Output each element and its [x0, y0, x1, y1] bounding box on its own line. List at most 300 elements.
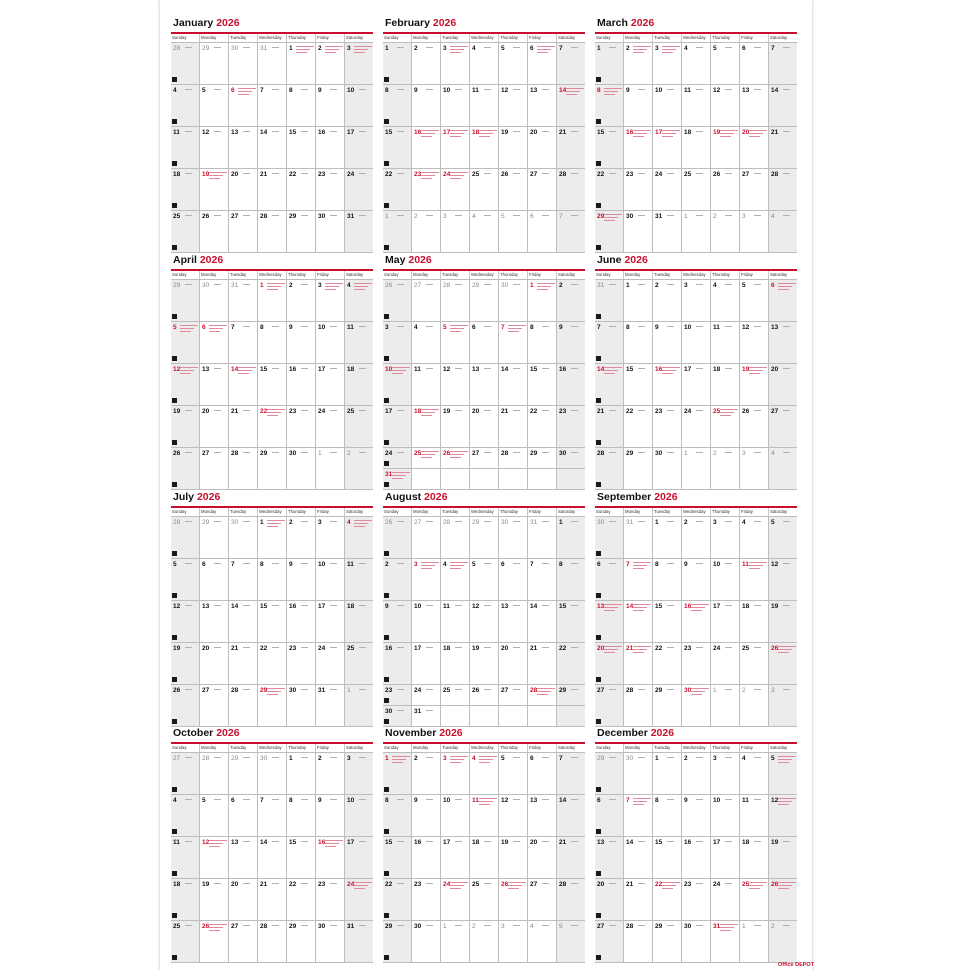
day-cell[interactable] [228, 211, 257, 252]
day-cell[interactable] [344, 322, 373, 363]
day-cell[interactable] [768, 85, 797, 126]
day-cell[interactable] [623, 211, 652, 252]
day-cell[interactable] [344, 448, 373, 489]
day-cell[interactable] [257, 85, 286, 126]
day-cell[interactable] [652, 921, 681, 962]
day-cell[interactable] [228, 406, 257, 447]
day-cell[interactable] [498, 753, 527, 794]
day-cell[interactable] [257, 837, 286, 878]
day-cell[interactable] [228, 85, 257, 126]
day-cell[interactable] [623, 322, 652, 363]
day-cell[interactable] [411, 280, 440, 321]
day-cell[interactable] [739, 837, 768, 878]
day-cell[interactable] [344, 127, 373, 168]
day-cell[interactable] [623, 406, 652, 447]
day-cell[interactable] [286, 322, 315, 363]
day-cell[interactable] [199, 448, 228, 489]
day-cell[interactable] [623, 85, 652, 126]
day-cell[interactable] [710, 559, 739, 600]
day-cell[interactable] [710, 322, 739, 363]
day-cell[interactable] [199, 43, 228, 84]
day-cell[interactable] [739, 643, 768, 684]
day-cell[interactable] [440, 795, 469, 836]
day-cell[interactable] [383, 211, 411, 252]
day-cell[interactable] [469, 559, 498, 600]
day-cell[interactable] [595, 43, 623, 84]
day-cell[interactable] [710, 169, 739, 210]
day-cell[interactable] [286, 85, 315, 126]
day-cell[interactable] [228, 43, 257, 84]
day-cell[interactable] [440, 364, 469, 405]
day-cell[interactable] [595, 169, 623, 210]
day-cell[interactable] [344, 685, 373, 726]
day-cell[interactable] [768, 43, 797, 84]
day-cell[interactable] [681, 559, 710, 600]
day-cell[interactable] [257, 43, 286, 84]
day-cell[interactable] [710, 517, 739, 558]
day-cell[interactable] [498, 559, 527, 600]
day-cell[interactable] [556, 85, 585, 126]
day-cell[interactable] [315, 169, 344, 210]
day-cell[interactable] [315, 837, 344, 878]
day-cell[interactable] [440, 921, 469, 962]
day-cell[interactable] [228, 753, 257, 794]
day-cell[interactable] [411, 169, 440, 210]
day-cell[interactable] [681, 406, 710, 447]
day-cell[interactable] [315, 364, 344, 405]
day-cell[interactable] [652, 795, 681, 836]
day-cell[interactable] [556, 448, 585, 468]
day-cell[interactable] [469, 322, 498, 363]
day-cell[interactable] [440, 643, 469, 684]
day-cell[interactable] [411, 85, 440, 126]
day-cell[interactable] [768, 127, 797, 168]
day-cell[interactable] [469, 211, 498, 252]
day-cell[interactable] [344, 280, 373, 321]
day-cell[interactable] [344, 211, 373, 252]
day-cell[interactable] [440, 127, 469, 168]
day-cell[interactable] [411, 448, 440, 468]
day-cell[interactable] [228, 364, 257, 405]
day-cell[interactable] [469, 448, 498, 468]
day-cell[interactable] [768, 753, 797, 794]
day-cell[interactable] [411, 921, 440, 962]
day-cell[interactable] [315, 879, 344, 920]
day-cell[interactable] [556, 753, 585, 794]
day-cell[interactable] [286, 280, 315, 321]
day-cell[interactable] [623, 127, 652, 168]
day-cell[interactable] [710, 753, 739, 794]
day-cell[interactable] [286, 837, 315, 878]
day-cell[interactable] [411, 685, 440, 705]
day-cell[interactable] [768, 879, 797, 920]
day-cell[interactable] [469, 643, 498, 684]
day-cell[interactable] [315, 280, 344, 321]
day-cell[interactable] [344, 169, 373, 210]
day-cell[interactable] [469, 169, 498, 210]
day-cell[interactable] [315, 795, 344, 836]
day-cell[interactable] [171, 169, 199, 210]
day-cell[interactable] [171, 643, 199, 684]
day-cell[interactable] [286, 921, 315, 962]
day-cell[interactable] [556, 643, 585, 684]
day-cell[interactable] [681, 127, 710, 168]
day-cell[interactable] [171, 211, 199, 252]
day-cell[interactable] [623, 685, 652, 726]
day-cell[interactable] [228, 169, 257, 210]
day-cell[interactable] [652, 127, 681, 168]
day-cell[interactable] [411, 706, 440, 726]
day-cell[interactable] [171, 517, 199, 558]
day-cell[interactable] [344, 517, 373, 558]
day-cell[interactable] [315, 43, 344, 84]
day-cell[interactable] [286, 879, 315, 920]
day-cell[interactable] [498, 211, 527, 252]
day-cell[interactable] [768, 448, 797, 489]
day-cell[interactable] [710, 85, 739, 126]
day-cell[interactable] [286, 211, 315, 252]
day-cell[interactable] [257, 406, 286, 447]
day-cell[interactable] [623, 879, 652, 920]
day-cell[interactable] [739, 921, 768, 962]
day-cell[interactable] [440, 280, 469, 321]
day-cell[interactable] [315, 559, 344, 600]
day-cell[interactable] [440, 559, 469, 600]
day-cell[interactable] [739, 406, 768, 447]
day-cell[interactable] [527, 211, 556, 252]
day-cell[interactable] [498, 43, 527, 84]
day-cell[interactable] [257, 921, 286, 962]
day-cell[interactable] [739, 601, 768, 642]
day-cell[interactable] [469, 85, 498, 126]
day-cell[interactable] [199, 169, 228, 210]
day-cell[interactable] [595, 322, 623, 363]
day-cell[interactable] [768, 559, 797, 600]
day-cell[interactable] [257, 685, 286, 726]
day-cell[interactable] [411, 364, 440, 405]
day-cell[interactable] [411, 643, 440, 684]
day-cell[interactable] [286, 753, 315, 794]
day-cell[interactable] [228, 601, 257, 642]
day-cell[interactable] [681, 211, 710, 252]
day-cell[interactable] [344, 921, 373, 962]
day-cell[interactable] [498, 169, 527, 210]
day-cell[interactable] [652, 753, 681, 794]
day-cell[interactable] [171, 837, 199, 878]
day-cell[interactable] [595, 837, 623, 878]
day-cell[interactable] [383, 559, 411, 600]
day-cell[interactable] [344, 406, 373, 447]
day-cell[interactable] [768, 211, 797, 252]
day-cell[interactable] [199, 280, 228, 321]
day-cell[interactable] [768, 280, 797, 321]
day-cell[interactable] [556, 706, 585, 726]
day-cell[interactable] [383, 43, 411, 84]
day-cell[interactable] [344, 837, 373, 878]
day-cell[interactable] [199, 795, 228, 836]
day-cell[interactable] [595, 448, 623, 489]
day-cell[interactable] [171, 879, 199, 920]
day-cell[interactable] [527, 469, 556, 489]
day-cell[interactable] [383, 837, 411, 878]
day-cell[interactable] [768, 921, 797, 962]
day-cell[interactable] [623, 364, 652, 405]
day-cell[interactable] [171, 406, 199, 447]
day-cell[interactable] [595, 685, 623, 726]
day-cell[interactable] [257, 879, 286, 920]
day-cell[interactable] [440, 169, 469, 210]
day-cell[interactable] [440, 837, 469, 878]
day-cell[interactable] [623, 643, 652, 684]
day-cell[interactable] [440, 322, 469, 363]
day-cell[interactable] [411, 469, 440, 489]
day-cell[interactable] [257, 517, 286, 558]
day-cell[interactable] [710, 795, 739, 836]
day-cell[interactable] [440, 753, 469, 794]
day-cell[interactable] [652, 211, 681, 252]
day-cell[interactable] [498, 85, 527, 126]
day-cell[interactable] [469, 364, 498, 405]
day-cell[interactable] [199, 517, 228, 558]
day-cell[interactable] [383, 753, 411, 794]
day-cell[interactable] [498, 364, 527, 405]
day-cell[interactable] [652, 601, 681, 642]
day-cell[interactable] [383, 601, 411, 642]
day-cell[interactable] [199, 127, 228, 168]
day-cell[interactable] [383, 643, 411, 684]
day-cell[interactable] [171, 364, 199, 405]
day-cell[interactable] [315, 85, 344, 126]
day-cell[interactable] [171, 921, 199, 962]
day-cell[interactable] [652, 43, 681, 84]
day-cell[interactable] [171, 685, 199, 726]
day-cell[interactable] [556, 921, 585, 962]
day-cell[interactable] [383, 448, 411, 468]
day-cell[interactable] [595, 406, 623, 447]
day-cell[interactable] [440, 85, 469, 126]
day-cell[interactable] [527, 322, 556, 363]
day-cell[interactable] [739, 517, 768, 558]
day-cell[interactable] [710, 601, 739, 642]
day-cell[interactable] [527, 364, 556, 405]
day-cell[interactable] [498, 448, 527, 468]
day-cell[interactable] [344, 559, 373, 600]
day-cell[interactable] [498, 643, 527, 684]
day-cell[interactable] [199, 364, 228, 405]
day-cell[interactable] [595, 879, 623, 920]
day-cell[interactable] [469, 517, 498, 558]
day-cell[interactable] [739, 559, 768, 600]
day-cell[interactable] [556, 879, 585, 920]
day-cell[interactable] [739, 211, 768, 252]
day-cell[interactable] [286, 364, 315, 405]
day-cell[interactable] [440, 211, 469, 252]
day-cell[interactable] [411, 517, 440, 558]
day-cell[interactable] [595, 127, 623, 168]
day-cell[interactable] [286, 406, 315, 447]
day-cell[interactable] [710, 211, 739, 252]
day-cell[interactable] [257, 601, 286, 642]
day-cell[interactable] [527, 517, 556, 558]
day-cell[interactable] [411, 559, 440, 600]
day-cell[interactable] [315, 601, 344, 642]
day-cell[interactable] [498, 795, 527, 836]
day-cell[interactable] [171, 448, 199, 489]
day-cell[interactable] [469, 879, 498, 920]
day-cell[interactable] [556, 837, 585, 878]
day-cell[interactable] [710, 448, 739, 489]
day-cell[interactable] [710, 43, 739, 84]
day-cell[interactable] [768, 322, 797, 363]
day-cell[interactable] [383, 364, 411, 405]
day-cell[interactable] [171, 280, 199, 321]
day-cell[interactable] [383, 469, 411, 489]
day-cell[interactable] [411, 601, 440, 642]
day-cell[interactable] [257, 280, 286, 321]
day-cell[interactable] [739, 85, 768, 126]
day-cell[interactable] [710, 879, 739, 920]
day-cell[interactable] [383, 127, 411, 168]
day-cell[interactable] [768, 601, 797, 642]
day-cell[interactable] [527, 706, 556, 726]
day-cell[interactable] [768, 169, 797, 210]
day-cell[interactable] [440, 879, 469, 920]
day-cell[interactable] [681, 280, 710, 321]
day-cell[interactable] [171, 85, 199, 126]
day-cell[interactable] [623, 921, 652, 962]
day-cell[interactable] [383, 921, 411, 962]
day-cell[interactable] [527, 837, 556, 878]
day-cell[interactable] [623, 169, 652, 210]
day-cell[interactable] [527, 169, 556, 210]
day-cell[interactable] [681, 837, 710, 878]
day-cell[interactable] [286, 517, 315, 558]
day-cell[interactable] [681, 921, 710, 962]
day-cell[interactable] [556, 364, 585, 405]
day-cell[interactable] [527, 753, 556, 794]
day-cell[interactable] [739, 879, 768, 920]
day-cell[interactable] [710, 921, 739, 962]
day-cell[interactable] [652, 322, 681, 363]
day-cell[interactable] [440, 685, 469, 705]
day-cell[interactable] [595, 753, 623, 794]
day-cell[interactable] [383, 85, 411, 126]
day-cell[interactable] [286, 127, 315, 168]
day-cell[interactable] [498, 837, 527, 878]
day-cell[interactable] [739, 364, 768, 405]
day-cell[interactable] [527, 127, 556, 168]
day-cell[interactable] [440, 601, 469, 642]
day-cell[interactable] [768, 795, 797, 836]
day-cell[interactable] [199, 211, 228, 252]
day-cell[interactable] [171, 753, 199, 794]
day-cell[interactable] [411, 322, 440, 363]
day-cell[interactable] [383, 517, 411, 558]
day-cell[interactable] [440, 469, 469, 489]
day-cell[interactable] [286, 448, 315, 489]
day-cell[interactable] [469, 280, 498, 321]
day-cell[interactable] [383, 280, 411, 321]
day-cell[interactable] [681, 601, 710, 642]
day-cell[interactable] [595, 601, 623, 642]
day-cell[interactable] [556, 43, 585, 84]
day-cell[interactable] [498, 280, 527, 321]
day-cell[interactable] [681, 43, 710, 84]
day-cell[interactable] [595, 921, 623, 962]
day-cell[interactable] [469, 753, 498, 794]
day-cell[interactable] [286, 43, 315, 84]
day-cell[interactable] [623, 517, 652, 558]
day-cell[interactable] [257, 559, 286, 600]
day-cell[interactable] [411, 879, 440, 920]
day-cell[interactable] [469, 706, 498, 726]
day-cell[interactable] [315, 406, 344, 447]
day-cell[interactable] [739, 753, 768, 794]
day-cell[interactable] [228, 322, 257, 363]
day-cell[interactable] [623, 448, 652, 489]
day-cell[interactable] [411, 837, 440, 878]
day-cell[interactable] [199, 879, 228, 920]
day-cell[interactable] [199, 406, 228, 447]
day-cell[interactable] [344, 879, 373, 920]
day-cell[interactable] [768, 643, 797, 684]
day-cell[interactable] [768, 517, 797, 558]
day-cell[interactable] [257, 322, 286, 363]
day-cell[interactable] [344, 643, 373, 684]
day-cell[interactable] [739, 127, 768, 168]
day-cell[interactable] [710, 280, 739, 321]
day-cell[interactable] [257, 169, 286, 210]
day-cell[interactable] [768, 837, 797, 878]
day-cell[interactable] [652, 169, 681, 210]
day-cell[interactable] [257, 795, 286, 836]
day-cell[interactable] [411, 406, 440, 447]
day-cell[interactable] [556, 127, 585, 168]
day-cell[interactable] [556, 322, 585, 363]
day-cell[interactable] [527, 879, 556, 920]
day-cell[interactable] [344, 601, 373, 642]
day-cell[interactable] [595, 795, 623, 836]
day-cell[interactable] [527, 85, 556, 126]
day-cell[interactable] [257, 753, 286, 794]
day-cell[interactable] [286, 685, 315, 726]
day-cell[interactable] [344, 364, 373, 405]
day-cell[interactable] [739, 322, 768, 363]
day-cell[interactable] [315, 753, 344, 794]
day-cell[interactable] [257, 211, 286, 252]
day-cell[interactable] [739, 169, 768, 210]
day-cell[interactable] [469, 127, 498, 168]
day-cell[interactable] [257, 364, 286, 405]
day-cell[interactable] [652, 85, 681, 126]
day-cell[interactable] [199, 559, 228, 600]
day-cell[interactable] [171, 559, 199, 600]
day-cell[interactable] [257, 643, 286, 684]
day-cell[interactable] [315, 211, 344, 252]
day-cell[interactable] [652, 517, 681, 558]
day-cell[interactable] [681, 364, 710, 405]
day-cell[interactable] [171, 322, 199, 363]
day-cell[interactable] [383, 322, 411, 363]
day-cell[interactable] [710, 364, 739, 405]
day-cell[interactable] [681, 322, 710, 363]
day-cell[interactable] [411, 795, 440, 836]
day-cell[interactable] [411, 211, 440, 252]
day-cell[interactable] [315, 517, 344, 558]
day-cell[interactable] [710, 127, 739, 168]
day-cell[interactable] [556, 169, 585, 210]
day-cell[interactable] [527, 643, 556, 684]
